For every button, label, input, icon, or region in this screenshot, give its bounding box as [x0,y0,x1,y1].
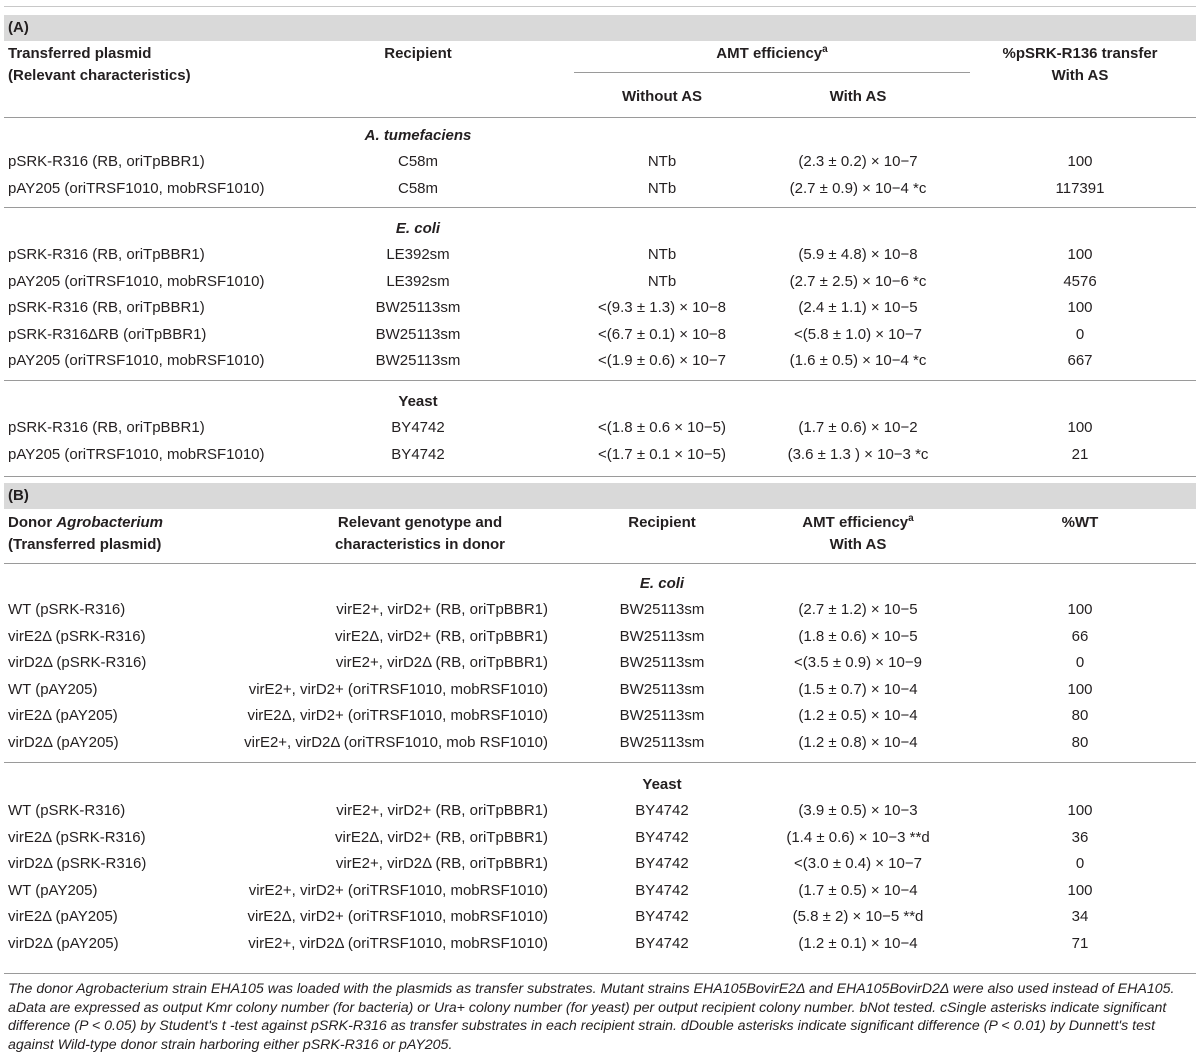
donor-genotype: virE2+, virD2Δ (RB, oriTpBBR1) [335,654,548,672]
pct-transfer: 100 [1067,246,1093,263]
donor-strain: virD2Δ (pSRK-R316) [8,855,147,873]
recipient: LE392sm [386,272,450,290]
efficiency-with-as: (5.9 ± 4.8) × 10−8 [798,246,918,263]
header-donor-line2: (Transferred plasmid) [8,536,162,553]
efficiency-with-as: (1.2 ± 0.1) × 10−4 [798,935,918,952]
header-geno-line2: characteristics in donor [334,536,506,553]
efficiency-with-as: (1.2 ± 0.5) × 10−4 [798,707,918,725]
donor-genotype: virE2+, virD2+ (oriTRSF1010, mobRSF1010) [248,881,548,899]
donor-strain: virE2Δ (pSRK-R316) [8,828,146,846]
donor-strain: virE2Δ (pAY205) [8,908,118,926]
pct-wt: 36 [1071,828,1089,846]
pct-wt: 0 [1075,654,1085,672]
donor-strain: virD2Δ (pAY205) [8,734,119,751]
recipient: BW25113sm [375,352,461,370]
donor-strain: virD2Δ (pAY205) [8,935,119,952]
pct-transfer: 667 [1067,352,1093,370]
efficiency-without-as: NTb [647,153,677,170]
donor-strain: virD2Δ (pSRK-R316) [8,654,147,672]
table-footnote: The donor Agrobacterium strain EHA105 was loaded with the plasmids as transfer substrates. Mutant strains EHA105BovirE2Δ and EHA105BovirD2Δ were also used instead of EHA105. aData are expressed as output Kmr colony number (for bacteria) or Ura+ colony number (for yeast) per output recipient colony number. bNot tested. cSingle asterisks indicate significant difference (P < 0.05) by Student's t -test against pSRK-R316 as transfer substrates in each recipient strain. dDouble asterisks indicate significant difference (P < 0.01) by Dunnett's test against Wild-type donor strain harboring either pSRK-R316 or pAY205. [8,981,1175,1053]
header-rule-b [4,563,1196,564]
header-donor-line1: Donor Agrobacterium [8,514,164,531]
group-divider [4,207,1196,208]
pct-transfer: 4576 [1063,272,1097,290]
pct-wt: 100 [1067,881,1093,899]
transferred-plasmid: pSRK-R316 (RB, oriTpBBR1) [8,246,205,263]
recipient: BY4742 [391,445,445,463]
header-amt-efficiency [716,44,827,64]
transferred-plasmid: pAY205 (oriTRSF1010, mobRSF1010) [8,272,265,290]
efficiency-with-as: <(3.5 ± 0.9) × 10−9 [794,654,922,672]
recipient: BW25113sm [619,654,705,672]
transferred-plasmid: pSRK-R316 (RB, oriTpBBR1) [8,299,205,317]
header-b-amt [802,513,913,533]
pct-wt: 0 [1075,855,1085,873]
recipient: BW25113sm [619,601,705,618]
group-divider [4,762,1196,763]
efficiency-with-as: (1.8 ± 0.6) × 10−5 [798,627,918,645]
recipient: BY4742 [635,855,689,873]
recipient: BW25113sm [375,299,461,317]
transferred-plasmid: pAY205 (oriTRSF1010, mobRSF1010) [8,179,265,197]
pct-wt: 100 [1067,601,1093,618]
efficiency-with-as: <(5.8 ± 1.0) × 10−7 [794,325,922,343]
donor-genotype: virE2+, virD2Δ (oriTRSF1010, mob RSF1010) [244,734,548,751]
header-b-with-as: With AS [829,536,887,553]
pct-transfer: 21 [1071,445,1089,463]
efficiency-with-as: (2.7 ± 2.5) × 10−6 *c [789,272,927,290]
pct-transfer: 117391 [1055,179,1105,197]
donor-genotype: virE2+, virD2+ (oriTRSF1010, mobRSF1010) [248,680,548,698]
panel-b-label: (B) [4,483,1196,509]
efficiency-with-as: <(3.0 ± 0.4) × 10−7 [794,855,922,873]
donor-genotype: virE2Δ, virD2+ (RB, oriTpBBR1) [335,627,548,645]
recipient: BY4742 [635,935,689,952]
efficiency-with-as: (3.9 ± 0.5) × 10−3 [798,802,918,819]
transferred-plasmid: pAY205 (oriTRSF1010, mobRSF1010) [8,352,265,370]
header-rule-a [4,117,1196,118]
donor-strain: WT (pSRK-R316) [8,601,126,618]
group-title: E. coli [395,220,441,237]
recipient: BY4742 [635,828,689,846]
recipient: BY4742 [391,419,445,436]
donor-strain: WT (pAY205) [8,680,98,698]
amt-subrule [574,72,970,73]
group-divider [4,380,1196,381]
header-plasmid-line1: Transferred plasmid [8,45,152,62]
donor-genotype: virE2Δ, virD2+ (oriTRSF1010, mobRSF1010) [247,707,548,725]
pct-wt: 71 [1071,935,1089,952]
header-pct-line1: %pSRK-R136 transfer [1002,45,1158,62]
efficiency-with-as: (1.4 ± 0.6) × 10−3 **d [786,828,930,846]
efficiency-with-as: (1.7 ± 0.6) × 10−2 [798,419,918,436]
efficiency-without-as: <(6.7 ± 0.1) × 10−8 [598,325,726,343]
recipient: BW25113sm [375,325,461,343]
transferred-plasmid: pSRK-R316 (RB, oriTpBBR1) [8,419,205,436]
recipient: BY4742 [635,908,689,926]
header-pct-wt: %WT [1061,514,1099,531]
header-b-amt-sup: a [908,513,914,524]
transferred-plasmid: pSRK-R316 (RB, oriTpBBR1) [8,153,205,170]
donor-genotype: virE2+, virD2Δ (oriTRSF1010, mobRSF1010) [248,935,548,952]
donor-genotype: virE2+, virD2Δ (RB, oriTpBBR1) [335,855,548,873]
panel-a-bottom-rule [4,476,1196,477]
transferred-plasmid: pSRK-R316ΔRB (oriTpBBR1) [8,325,207,343]
header-recipient: Recipient [384,45,452,62]
group-title: E. coli [639,575,685,592]
efficiency-without-as: <(1.9 ± 0.6) × 10−7 [598,352,726,370]
header-plasmid-line2: (Relevant characteristics) [8,67,191,84]
header-b-amt-text: AMT efficiency [802,514,909,531]
efficiency-without-as: NTb [647,246,677,263]
recipient: BW25113sm [619,680,705,698]
pct-transfer: 100 [1067,419,1093,436]
header-with-as: With AS [829,88,887,105]
pct-wt: 80 [1071,734,1089,751]
pct-wt: 100 [1067,680,1093,698]
header-geno-line1: Relevant genotype and [337,514,503,531]
transferred-plasmid: pAY205 (oriTRSF1010, mobRSF1010) [8,445,265,463]
header-without-as: Without AS [621,88,703,105]
pct-transfer: 100 [1067,153,1093,170]
pct-wt: 100 [1067,802,1093,819]
header-b-recipient: Recipient [628,514,696,531]
efficiency-with-as: (1.2 ± 0.8) × 10−4 [798,734,918,751]
efficiency-with-as: (3.6 ± 1.3 ) × 10−3 *c [787,445,929,463]
header-donor-agro: Agrobacterium [56,514,164,531]
donor-genotype: virE2Δ, virD2+ (RB, oriTpBBR1) [335,828,548,846]
donor-strain: virE2Δ (pAY205) [8,707,118,725]
recipient: BW25113sm [619,707,705,725]
efficiency-with-as: (1.6 ± 0.5) × 10−4 *c [789,352,927,370]
donor-strain: WT (pSRK-R316) [8,802,126,819]
efficiency-without-as: <(9.3 ± 1.3) × 10−8 [598,299,726,317]
group-title: Yeast [398,393,438,410]
recipient: BY4742 [635,881,689,899]
header-amt-sup: a [822,44,828,55]
recipient: BW25113sm [619,627,705,645]
donor-genotype: virE2+, virD2+ (RB, oriTpBBR1) [336,601,548,618]
efficiency-without-as: NTb [647,272,677,290]
efficiency-with-as: (2.7 ± 0.9) × 10−4 *c [789,179,927,197]
efficiency-with-as: (2.4 ± 1.1) × 10−5 [798,299,918,317]
efficiency-with-as: (1.7 ± 0.5) × 10−4 [798,881,918,899]
recipient: BY4742 [635,802,689,819]
donor-genotype: virE2+, virD2+ (RB, oriTpBBR1) [336,802,548,819]
donor-strain: virE2Δ (pSRK-R316) [8,627,146,645]
panel-a-label: (A) [4,15,1196,41]
efficiency-without-as: <(1.7 ± 0.1 × 10−5) [598,445,726,463]
pct-transfer: 100 [1067,299,1093,317]
efficiency-with-as: (2.3 ± 0.2) × 10−7 [798,153,918,170]
group-title: Yeast [642,776,682,793]
donor-strain: WT (pAY205) [8,881,98,899]
header-amt-text: AMT efficiency [716,45,823,62]
top-rule [4,6,1196,7]
group-title: A. tumefaciens [364,127,472,144]
donor-genotype: virE2Δ, virD2+ (oriTRSF1010, mobRSF1010) [247,908,548,926]
recipient: C58m [397,179,439,197]
pct-transfer: 0 [1075,325,1085,343]
efficiency-with-as: (5.8 ± 2) × 10−5 **d [792,908,924,926]
bottom-rule [4,973,1196,974]
efficiency-with-as: (1.5 ± 0.7) × 10−4 [798,680,918,698]
efficiency-without-as: NTb [647,179,677,197]
pct-wt: 34 [1071,908,1089,926]
recipient: C58m [397,153,439,170]
pct-wt: 66 [1071,627,1089,645]
pct-wt: 80 [1071,707,1089,725]
header-pct-line2: With AS [1051,67,1109,84]
efficiency-without-as: <(1.8 ± 0.6 × 10−5) [598,419,726,436]
efficiency-with-as: (2.7 ± 1.2) × 10−5 [798,601,918,618]
recipient: BW25113sm [619,734,705,751]
recipient: LE392sm [386,246,450,263]
